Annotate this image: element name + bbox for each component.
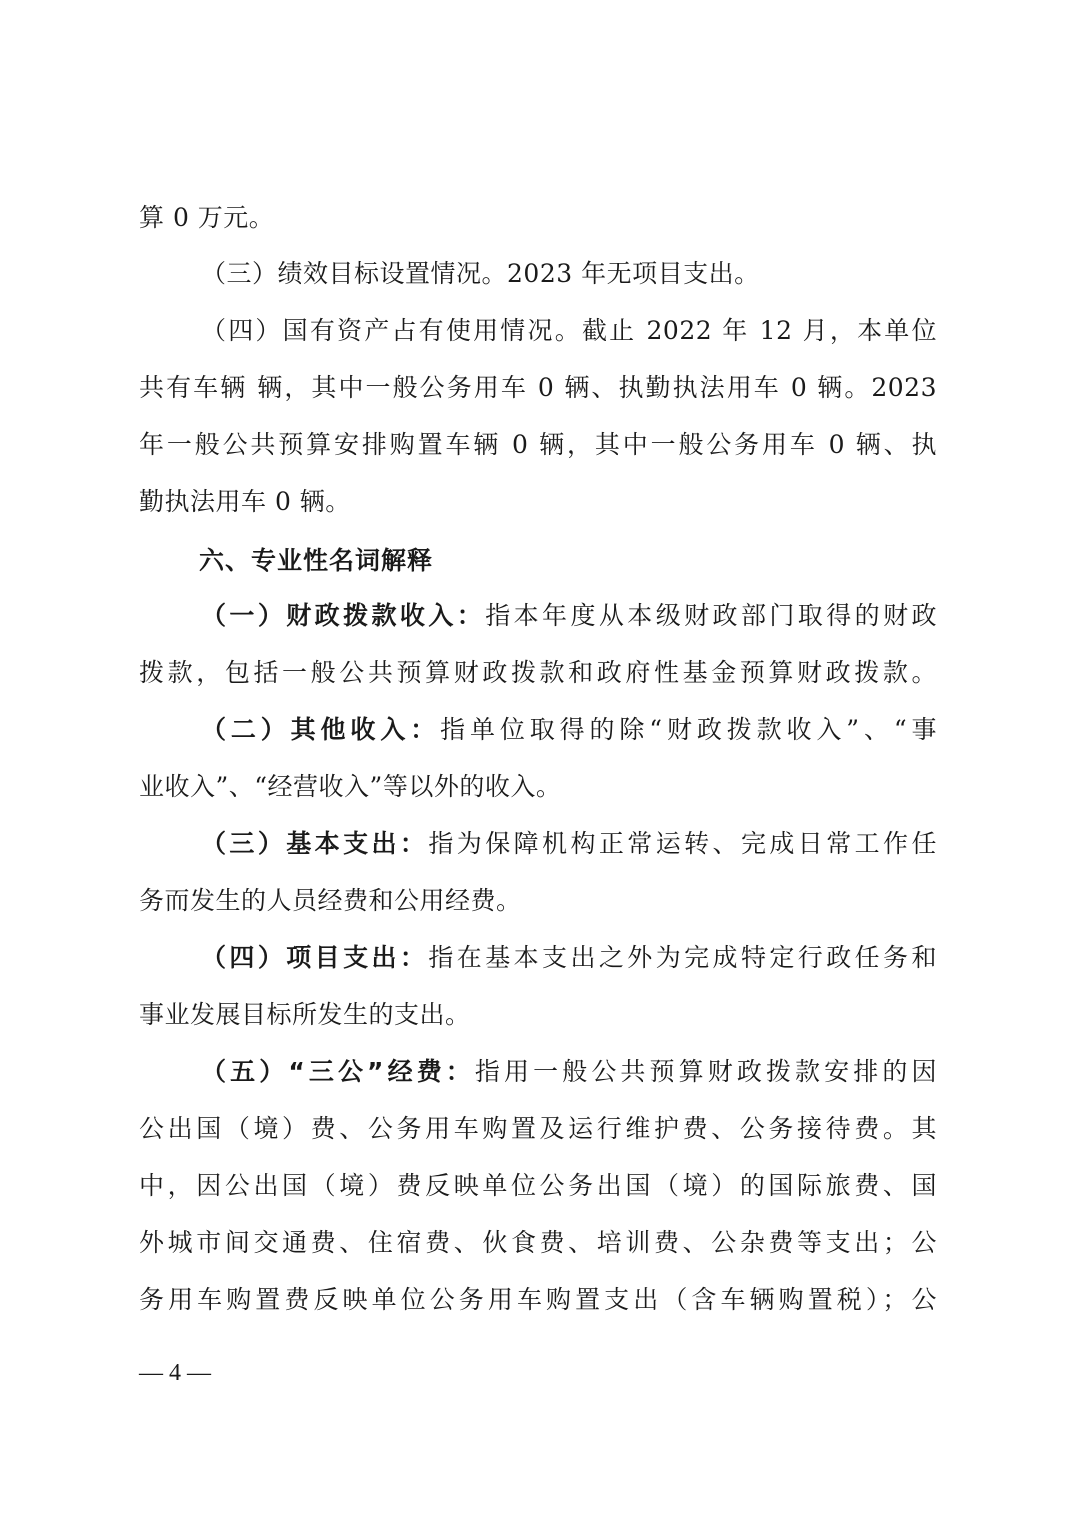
paragraph-line: （三）绩效目标设置情况。2023 年无项目支出。 <box>201 259 760 288</box>
paragraph-line: （四）项目支出：指在基本支出之外为完成特定行政任务和 <box>201 943 937 972</box>
paragraph-line: （二）其他收入：指单位取得的除“财政拨款收入”、“事 <box>201 715 937 744</box>
paragraph-line: 共有车辆 辆，其中一般公务用车 0 辆、执勤执法用车 0 辆。2023 <box>139 373 937 402</box>
paragraph-line: （一）财政拨款收入：指本年度从本级财政部门取得的财政 <box>201 601 937 630</box>
paragraph-line: （五）“三公”经费：指用一般公共预算财政拨款安排的因 <box>201 1057 937 1086</box>
paragraph-line: （四）国有资产占有使用情况。截止 2022 年 12 月，本单位 <box>201 316 937 345</box>
term-label: （三）基本支出： <box>201 829 429 858</box>
paragraph-line: 勤执法用车 0 辆。 <box>139 487 351 516</box>
paragraph-line: 中，因公出国（境）费反映单位公务出国（境）的国际旅费、国 <box>139 1171 937 1200</box>
paragraph-line: （三）基本支出：指为保障机构正常运转、完成日常工作任 <box>201 829 937 858</box>
term-label: （一）财政拨款收入： <box>201 601 486 630</box>
term-label: （四）项目支出： <box>201 943 429 972</box>
paragraph-line: 务而发生的人员经费和公用经费。 <box>139 886 522 915</box>
page-number: — 4 — <box>139 1360 211 1386</box>
paragraph-line: 公出国（境）费、公务用车购置及运行维护费、公务接待费。其 <box>139 1114 937 1143</box>
paragraph-line: 业收入”、“经营收入”等以外的收入。 <box>139 772 562 801</box>
paragraph-line: 年一般公共预算安排购置车辆 0 辆，其中一般公务用车 0 辆、执 <box>139 430 937 459</box>
section-heading: 六、专业性名词解释 <box>199 546 434 575</box>
section-label: （三）绩效目标设置情况。 <box>201 259 508 288</box>
section-label: （四）国有资产占有使用情况。 <box>201 316 582 345</box>
term-label: （二）其他收入： <box>201 715 441 744</box>
paragraph-line: 算 0 万元。 <box>139 203 275 232</box>
paragraph-line: 事业发展目标所发生的支出。 <box>139 1000 471 1029</box>
paragraph-line: 务用车购置费反映单位公务用车购置支出（含车辆购置税）；公 <box>139 1285 937 1314</box>
term-label: （五）“三公”经费： <box>201 1057 475 1086</box>
paragraph-line: 拨款，包括一般公共预算财政拨款和政府性基金预算财政拨款。 <box>139 658 937 687</box>
paragraph-line: 外城市间交通费、住宿费、伙食费、培训费、公杂费等支出；公 <box>139 1228 937 1257</box>
